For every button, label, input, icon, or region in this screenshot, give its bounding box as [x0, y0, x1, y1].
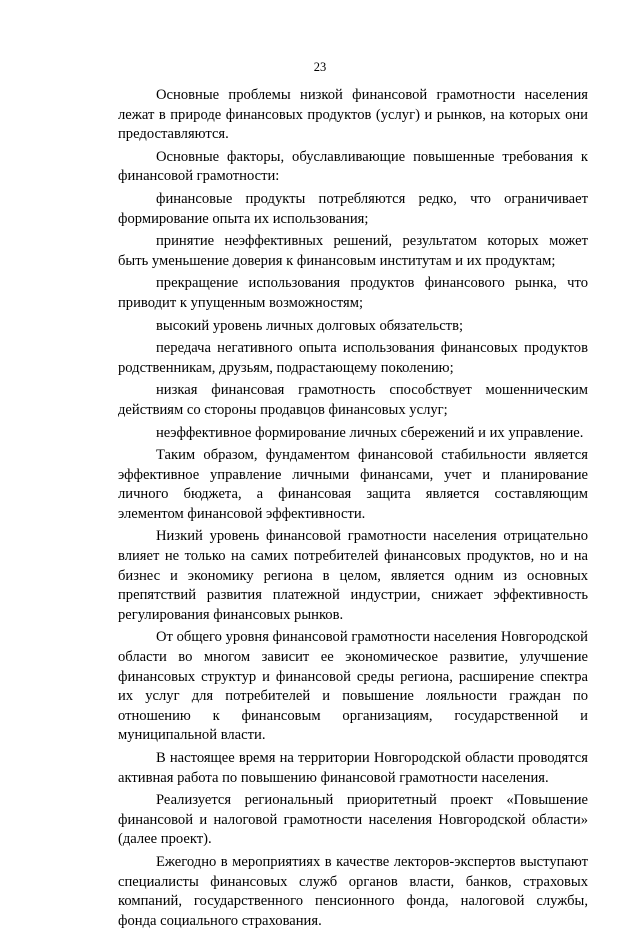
list-item: передача негативного опыта использования финансовых продуктов родственникам, друзьям, подрастающему поколению; [118, 340, 588, 376]
list-item: высокий уровень личных долговых обязательств; [156, 317, 464, 334]
paragraph: Основные факторы, обуславливающие повышенные требования к финансовой грамотности: [118, 148, 588, 185]
paragraph: Таким образом, фундаментом финансовой стабильности является эффективное управление личными финансами, учет и планирование личного бюджета, а финансовая защита является составляющим элементом финансовой эффективности. [118, 447, 588, 522]
paragraph: От общего уровня финансовой грамотности населения Новгородской области во многом зависит ее экономическое развитие, улучшение финансовых структур и финансовой среды региона, расширение спектра их услуг для потребителей и повышение лояльности граждан по отношению к финансовым организациям, государственной и муниципальной власти. [118, 629, 588, 744]
paragraph: Основные проблемы низкой финансовой грамотности населения лежат в природе финансовых продуктов (услуг) и рынков, на которых они предоставляются. [118, 87, 588, 143]
paragraph: Реализуется региональный приоритетный проект «Повышение финансовой и налоговой грамотности населения Новгородской области» (далее проект). [118, 792, 588, 848]
list-item: принятие неэффективных решений, результатом которых может быть уменьшение доверия к финансовым институтам и их продуктам; [118, 233, 588, 269]
list-item: низкая финансовая грамотность способствует мошенническим действиям со стороны продавцов финансовых услуг; [118, 382, 588, 418]
list-item: финансовые продукты потребляются редко, что ограничивает формирование опыта их использования; [118, 190, 588, 227]
page-number: 23 [313, 60, 327, 74]
paragraph: В настоящее время на территории Новгородской области проводятся активная работа по повышению финансовой грамотности населения. [118, 750, 588, 786]
list-item: неэффективное формирование личных сбережений и их управление. [156, 424, 584, 441]
list-item: прекращение использования продуктов финансового рынка, что приводит к упущенным возможностям; [118, 275, 588, 311]
paragraph: Ежегодно в мероприятиях в качестве лекторов-экспертов выступают специалисты финансовых служб органов власти, банков, страховых компаний, государственного пенсионного фонда, налоговой службы, фонда социального страхования. [118, 853, 588, 929]
body-text [118, 86, 588, 934]
paragraph: Низкий уровень финансовой грамотности населения отрицательно влияет не только на самих потребителей финансовых продуктов, но и на бизнес и экономику региона в целом, является одним из основных препятствий развития платежной индустрии, снижает эффективность регулирования финансовых рынков. [118, 528, 588, 623]
